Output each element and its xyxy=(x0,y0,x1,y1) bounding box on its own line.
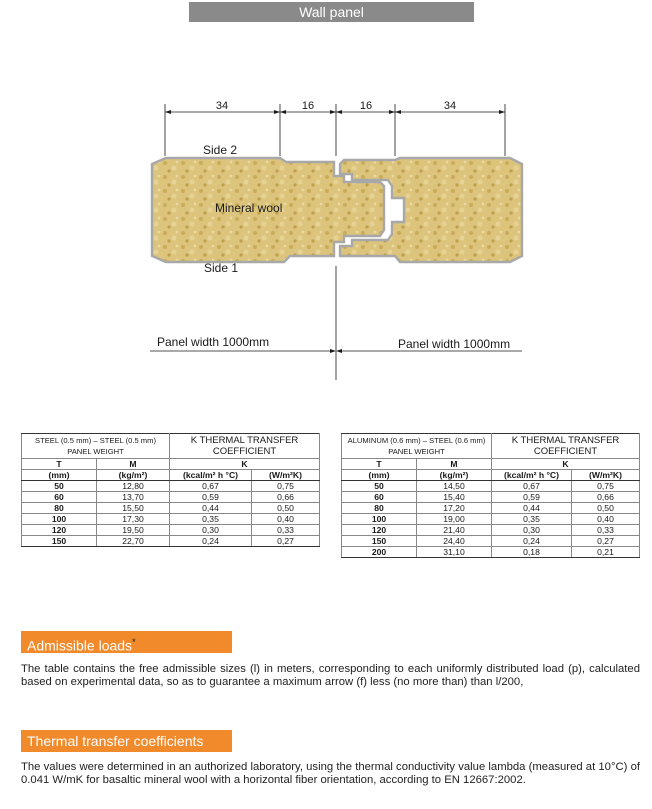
col-m: M xyxy=(417,459,492,470)
thermal-coefficients-text: The values were determined in an authorized laboratory, using the thermal conductivity value lambda (measured at 10°C) of 0.041 W/mK for basaltic mineral wool with a horizontal fiber orientation, according to EN 12667:2002. xyxy=(21,761,640,786)
unit-k2: (W/m²K) xyxy=(572,470,640,481)
side-2-label: Side 2 xyxy=(203,143,238,157)
table-row: 200 31,10 0,18 0,21 xyxy=(342,547,640,558)
dimension-label-2: 16 xyxy=(301,100,315,112)
thermal-coefficients-heading: Thermal transfer coefficients xyxy=(21,730,232,752)
table-row: 150 22,70 0,24 0,27 xyxy=(22,536,320,547)
table-row: 100 17,30 0,35 0,40 xyxy=(22,514,320,525)
panel-width-lines xyxy=(150,266,522,380)
k-title: K THERMAL TRANSFER COEFFICIENT xyxy=(492,434,640,459)
dimension-label-3: 16 xyxy=(359,100,373,112)
asterisk: * xyxy=(132,637,136,647)
panel-width-right-label: Panel width 1000mm xyxy=(398,337,511,351)
unit-m: (kg/m²) xyxy=(417,470,492,481)
unit-t: (mm) xyxy=(342,470,417,481)
admissible-loads-heading: Admissible loads* xyxy=(21,631,232,653)
unit-m: (kg/m²) xyxy=(97,470,170,481)
unit-k2: (W/m²K) xyxy=(252,470,320,481)
table-title: STEEL (0.5 mm) – STEEL (0.5 mm) PANEL WEIGHT xyxy=(22,434,170,459)
panel-joint-diagram xyxy=(0,90,652,390)
col-m: M xyxy=(97,459,170,470)
col-t: T xyxy=(22,459,97,470)
table-row: 100 19,00 0,35 0,40 xyxy=(342,514,640,525)
page-title: Wall panel xyxy=(189,2,474,22)
aluminum-panel-table xyxy=(341,433,640,558)
table-row: 50 14,50 0,67 0,75 xyxy=(342,481,640,492)
admissible-loads-text: The table contains the free admissible sizes (l) in meters, corresponding to each uniformly distributed load (p), calculated based on experimental data, so as to guarantee a maximum arrow (f) less (no more than) than l/200, xyxy=(21,663,640,688)
table-row: 80 17,20 0,44 0,50 xyxy=(342,503,640,514)
col-k: K xyxy=(170,459,320,470)
table-row: 120 19,50 0,30 0,33 xyxy=(22,525,320,536)
table-row: 150 24,40 0,24 0,27 xyxy=(342,536,640,547)
k-title: K THERMAL TRANSFER COEFFICIENT xyxy=(170,434,320,459)
table-row: 60 15,40 0,59 0,66 xyxy=(342,492,640,503)
unit-k1: (kcal/m² h °C) xyxy=(170,470,252,481)
table-row: 120 21,40 0,30 0,33 xyxy=(342,525,640,536)
table-row: 60 13,70 0,59 0,66 xyxy=(22,492,320,503)
mineral-wool-label: Mineral wool xyxy=(215,201,283,215)
unit-t: (mm) xyxy=(22,470,97,481)
table-title: ALUMINUM (0.6 mm) – STEEL (0.6 mm) PANEL WEIGHT xyxy=(342,434,492,459)
col-t: T xyxy=(342,459,417,470)
unit-k1: (kcal/m² h °C) xyxy=(492,470,572,481)
side-1-label: Side 1 xyxy=(204,261,239,275)
panel-width-left-label: Panel width 1000mm xyxy=(157,335,270,349)
steel-panel-table xyxy=(21,433,320,547)
dimension-label-4: 34 xyxy=(443,100,457,112)
table-row: 50 12,80 0,67 0,75 xyxy=(22,481,320,492)
dimension-label-1: 34 xyxy=(215,100,229,112)
col-k: K xyxy=(492,459,640,470)
table-row: 80 15,50 0,44 0,50 xyxy=(22,503,320,514)
